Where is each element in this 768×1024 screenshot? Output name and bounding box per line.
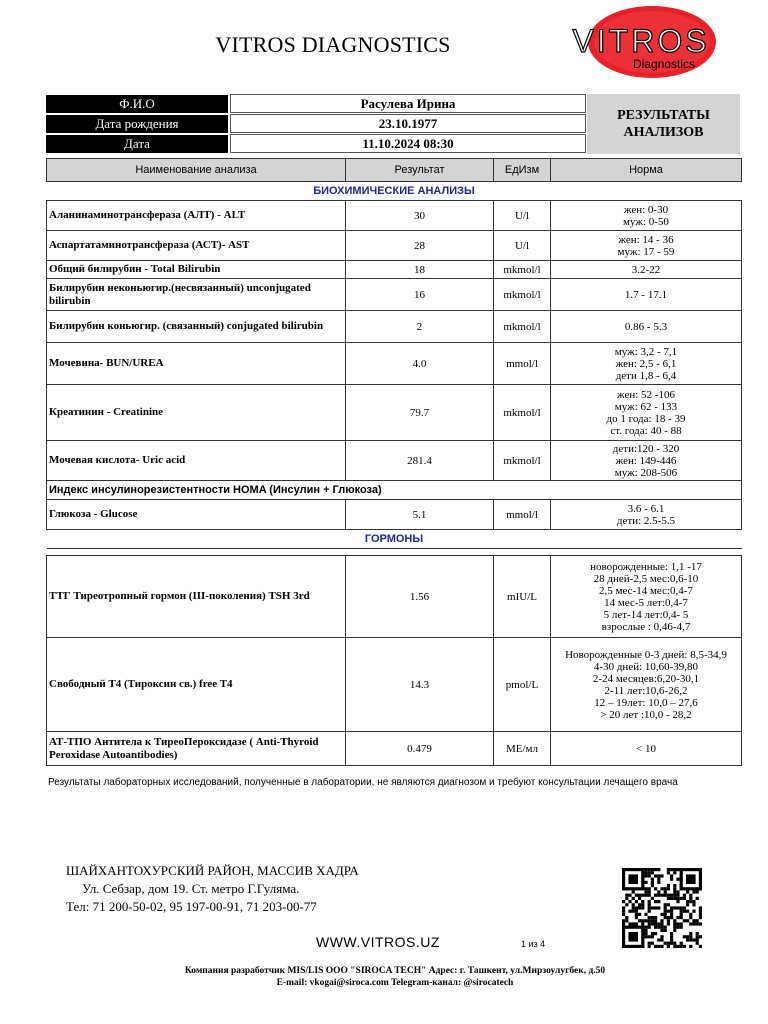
norm-line: > 20 лет :10,0 - 28,2 [600, 708, 692, 721]
table-row [47, 311, 742, 343]
table-row [47, 732, 742, 766]
analysis-name: Аспартатаминотрансфераза (АСТ)- AST [47, 231, 346, 261]
analysis-name: Свободный Т4 (Тироксин св.) free T4 [47, 638, 346, 732]
norm-line: Новорожденные 0-3 дней: 8,5-34,9 [565, 648, 727, 661]
analysis-unit: mmol/l [494, 343, 551, 385]
results-title [587, 94, 740, 154]
patient-dob: 23.10.1977 [230, 114, 586, 133]
section-biochem [47, 182, 742, 201]
section-hormones-title: ГОРМОНЫ [364, 533, 424, 545]
analysis-norm [551, 441, 742, 481]
analysis-name: Креатинин - Creatinine [47, 385, 346, 441]
norm-line: жен: 52 -106 [617, 388, 675, 401]
lab-name: VITROS DIAGNOSTICS [215, 32, 451, 57]
analysis-norm [551, 385, 742, 441]
analysis-result: 18 [346, 261, 494, 279]
table-row [47, 441, 742, 481]
analysis-result: 1.56 [346, 556, 494, 638]
analysis-result: 281.4 [346, 441, 494, 481]
col-norm-header: Норма [551, 159, 742, 182]
norm-line: взрослые : 0,46-4,7 [601, 620, 691, 633]
table-row [47, 385, 742, 441]
analysis-unit: mkmol/l [494, 311, 551, 343]
norm-line: 14 мес-5 лет:0,4-7 [604, 596, 688, 609]
website-link[interactable]: WWW.VITROS.UZ [316, 934, 440, 950]
section-hormones [47, 530, 742, 549]
analysis-unit: pmol/L [494, 638, 551, 732]
analysis-norm [551, 500, 742, 530]
analysis-unit: МЕ/мл [494, 732, 551, 766]
analysis-name: ТТГ Тиреотропный гормон (III-поколения) TSH 3rd [47, 556, 346, 638]
analysis-norm [551, 311, 742, 343]
vitros-logo [546, 6, 736, 78]
address-line1: ШАЙХАНТОХУРСКИЙ РАЙОН, МАССИВ ХАДРА [66, 863, 359, 878]
developer-contacts: E-mail: vkogai@siroca.com Telegram-канал: @sirocatech [276, 978, 514, 988]
norm-line: 3.2-22 [631, 263, 661, 276]
results-table [46, 158, 742, 766]
analysis-unit: mkmol/l [494, 441, 551, 481]
table-row [47, 201, 742, 231]
norm-line: жен: 14 - 36 [618, 233, 674, 246]
analysis-result: 30 [346, 201, 494, 231]
results-title-line2: АНАЛИЗОВ [623, 125, 704, 140]
analysis-name: Билирубин коньюгир. (связанный) conjugated bilirubin [47, 311, 346, 343]
analysis-norm [551, 279, 742, 311]
analysis-unit: mkmol/l [494, 261, 551, 279]
norm-line: муж: 62 - 133 [614, 400, 678, 413]
norm-line: 0.86 - 5.3 [624, 320, 668, 333]
dob-label: Дата рождения [46, 115, 228, 133]
table-header-row [47, 159, 742, 182]
analysis-norm [551, 231, 742, 261]
analysis-unit: U/l [494, 201, 551, 231]
logo-sub: Diagnostics [632, 57, 696, 71]
analysis-name: Мочевина- BUN/UREA [47, 343, 346, 385]
analysis-norm [551, 732, 742, 766]
analysis-unit: mkmol/l [494, 279, 551, 311]
analysis-norm [551, 556, 742, 638]
logo-word: VITROS [572, 23, 710, 59]
norm-line: дети: 2.5-5.5 [616, 514, 676, 527]
analysis-norm [551, 343, 742, 385]
norm-line: 3.6 - 6.1 [627, 502, 665, 515]
results-title-line1: РЕЗУЛЬТАТЫ [617, 108, 710, 123]
analysis-result: 4.0 [346, 343, 494, 385]
col-result-header: Результат [346, 159, 494, 182]
gap-cell [47, 549, 742, 556]
norm-line: 1.7 - 17.1 [624, 288, 668, 301]
section-homa-title: Индекс инсулинорезистентности HOMA (Инсулин + Глюкоза) [47, 481, 742, 500]
section-homa [47, 481, 742, 500]
developer-info [0, 965, 768, 989]
analysis-name: Аланинаминотрансфераза (АЛТ) - ALT [47, 201, 346, 231]
table-row [47, 279, 742, 311]
analysis-date: 11.10.2024 08:30 [230, 134, 586, 153]
address-phones: Тел: 71 200-50-02, 95 197-00-91, 71 203-00-77 [66, 899, 317, 914]
col-name-header: Наименование анализа [47, 159, 346, 182]
analysis-norm [551, 638, 742, 732]
qr-code [622, 868, 702, 948]
patient-name: Расулева Ирина [230, 94, 586, 113]
fio-label: Ф.И.О [46, 95, 228, 113]
address-block [66, 862, 359, 916]
analysis-norm [551, 261, 742, 279]
date-label: Дата [46, 135, 228, 153]
norm-line: 2-24 месяцев:6,20-30,1 [592, 672, 700, 685]
norm-line: ст. года: 40 - 88 [610, 424, 682, 437]
analysis-unit: mIU/L [494, 556, 551, 638]
analysis-name: Общий билирубин - Total Bilirubin [47, 261, 346, 279]
section-biochem-title: БИОХИМИЧЕСКИЕ АНАЛИЗЫ [313, 185, 475, 197]
norm-line: новорожденные: 1,1 -17 [590, 560, 702, 573]
analysis-unit: mkmol/l [494, 385, 551, 441]
table-row [47, 556, 742, 638]
page-number: 1 из 4 [521, 939, 546, 949]
col-unit-header: ЕдИзм [494, 159, 551, 182]
norm-line: муж: 208-506 [614, 466, 678, 479]
table-row [47, 231, 742, 261]
norm-line: муж: 0-50 [623, 215, 669, 228]
table-row [47, 638, 742, 732]
analysis-result: 0.479 [346, 732, 494, 766]
developer-line1: Компания разработчик MIS/LIS ООО "SIROCA TECH" Адрес: г. Ташкент, ул.Мирзоулугбек, д.50 [184, 966, 606, 976]
norm-line: дети 1,8 - 6,4 [615, 369, 677, 382]
analysis-unit: U/l [494, 231, 551, 261]
section-gap [47, 549, 742, 556]
table-row [47, 343, 742, 385]
analysis-result: 16 [346, 279, 494, 311]
norm-line: 5 лет-14 лет:0,4- 5 [603, 608, 689, 621]
norm-line: 28 дней-2,5 мес:0,6-10 [593, 572, 699, 585]
table-row [47, 500, 742, 530]
norm-line: 2-11 лет:10,6-26,2 [604, 684, 688, 697]
analysis-name: Билирубин неконьюгир.(несвязанный) unconjugated bilirubin [47, 279, 346, 311]
norm-line: 2,5 мес-14 мес:0,4-7 [599, 584, 693, 597]
norm-line: муж: 17 - 59 [617, 245, 675, 258]
norm-line: дети:120 - 320 [612, 442, 680, 455]
norm-line: жен: 2,5 - 6,1 [615, 357, 677, 370]
analysis-name: Мочевая кислота- Uric acid [47, 441, 346, 481]
analysis-norm [551, 201, 742, 231]
analysis-name: Глюкоза - Glucose [47, 500, 346, 530]
address-line2: Ул. Себзар, дом 19. Ст. метро Г.Гуляма. [82, 881, 300, 896]
norm-line: 12 – 19лет: 10,0 – 27,6 [594, 696, 698, 709]
table-row [47, 261, 742, 279]
analysis-result: 5.1 [346, 500, 494, 530]
analysis-result: 14.3 [346, 638, 494, 732]
norm-line: жен: 149-446 [615, 454, 677, 467]
analysis-unit: mmol/l [494, 500, 551, 530]
norm-line: муж: 3,2 - 7,1 [614, 345, 678, 358]
analysis-name: АТ-ТПО Антитела к ТиреоПероксидазе ( Anti-Thyroid Peroxidase Autoantibodies) [47, 732, 346, 766]
analysis-result: 2 [346, 311, 494, 343]
analysis-result: 28 [346, 231, 494, 261]
disclaimer: Результаты лабораторных исследований, полученные в лаборатории, не являются диагнозом и требуют консультации лечащего врача [48, 777, 678, 788]
norm-line: 4-30 дней: 10,60-39,80 [593, 660, 699, 673]
norm-line: < 10 [636, 742, 656, 755]
norm-line: жен: 0-30 [623, 203, 669, 216]
analysis-result: 79.7 [346, 385, 494, 441]
norm-line: до 1 года: 18 - 39 [606, 412, 686, 425]
